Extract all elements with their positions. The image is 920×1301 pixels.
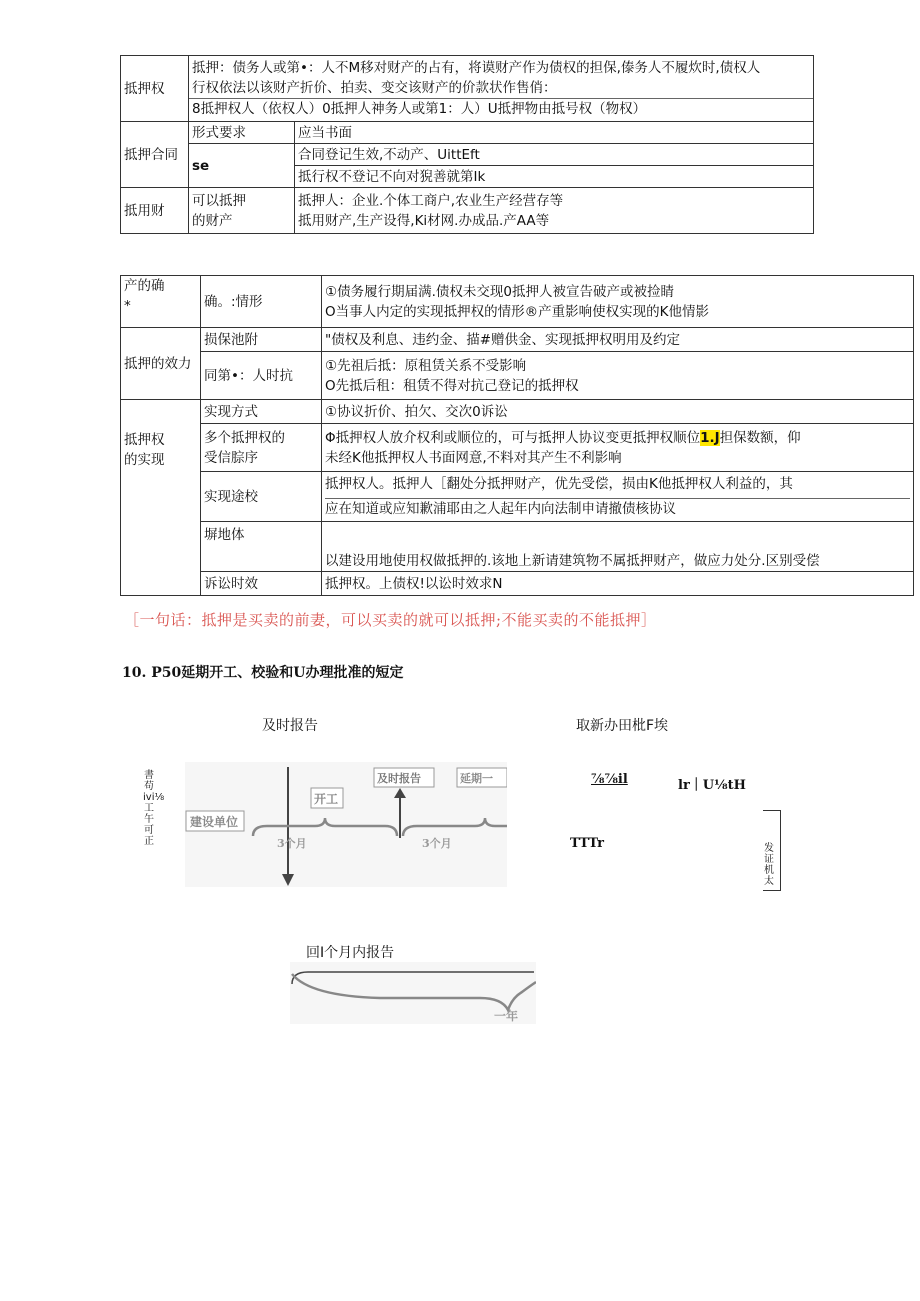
- diagram-label-right: 取新办田枇F埃: [576, 718, 669, 734]
- content-line: 抵用财产,生产设得,Ki材网.办成品.产AA等: [298, 212, 550, 229]
- year-label: 一年: [494, 1009, 519, 1023]
- table-row: [121, 400, 914, 424]
- box-delay-label: 延期一: [460, 772, 493, 785]
- content-cell: 以建设用地使用权做抵押的.该地上新请建筑物不属抵押财产，做应力处分.区别受偿: [322, 522, 914, 572]
- row-label: 抵用财: [121, 188, 189, 234]
- months-label-2: 3个月: [422, 837, 452, 850]
- sub-label: 损保池附: [201, 328, 322, 352]
- table-row: [121, 328, 914, 352]
- content-line: 抵押人：企业.个体工商户,农业生产经营存等: [298, 192, 564, 209]
- content-cell: "债权及利息、违约金、描#赠供金、实现抵押权明用及约定: [322, 328, 914, 352]
- sub-label: 形式要求: [189, 122, 295, 144]
- content-cell: [322, 352, 914, 400]
- sub-label: 实现途校: [201, 472, 322, 522]
- content-line: ①先祖后抵：原租赁关系不受影响: [325, 357, 527, 374]
- row-label-line: *: [124, 298, 131, 314]
- diagram-label-left: 及时报告: [262, 718, 318, 734]
- months-label-1: 3个月: [277, 837, 307, 850]
- table-row: [121, 188, 814, 234]
- table-row: [121, 56, 814, 122]
- row-label-line: 产的确: [124, 278, 165, 294]
- table-row: [121, 144, 814, 166]
- summary-remark: ［一句话：抵押是买卖的前妻，可以买卖的就可以抵押;不能买卖的不能抵押］: [124, 611, 657, 629]
- sub-label: [189, 188, 295, 234]
- content-text: 担保数额，仰: [719, 429, 801, 446]
- diagram-side-text: 書苟ivi⅛ 工午可正: [143, 770, 165, 847]
- definition-line: 抵押：债务人或第•：人不M移对财产的占有，将谟财产作为债权的担保,傣务人不履炊时,债权人: [192, 60, 761, 76]
- table-row: [121, 572, 914, 596]
- content-cell: [322, 424, 914, 472]
- content-cell: 抵押权。上债权!以讼时效求N: [322, 572, 914, 596]
- content-line: O当事人内定的实现抵押权的情形®产重影响使权实现的K他情影: [325, 303, 709, 320]
- row-label-line: 抵押权: [124, 432, 165, 448]
- row-label-line: 的实现: [124, 452, 165, 468]
- issuer-bracket: [763, 810, 781, 891]
- section-heading: 10. P50延期开工、校验和U办理批准的短定: [122, 665, 404, 681]
- row-label: [121, 276, 201, 328]
- content-cell: [322, 276, 914, 328]
- sub-label: 塀地体: [201, 522, 322, 572]
- content-cell: 抵行权不登记不向对猊善就第Ik: [295, 166, 814, 188]
- table-row: [121, 276, 914, 328]
- content-line: O先抵后租：租赁不得对抗己登记的抵押权: [325, 377, 579, 394]
- sub-label-line: 可以抵押: [192, 192, 246, 209]
- box-construction-unit-label: 建设单位: [190, 815, 239, 829]
- definition-line: 行权依法以该财产折价、拍卖、变交该财产的价款状作售俏：: [192, 80, 557, 96]
- content-line: [325, 428, 910, 448]
- content-cell: ①协议折价、拍欠、交次0诉讼: [322, 400, 914, 424]
- sub-label: [201, 424, 322, 472]
- right-label-1: ⅞⅞il: [591, 772, 628, 787]
- issuer-text: 发证机太: [764, 843, 774, 887]
- table-row: [121, 424, 914, 472]
- sub-label: 同第•：人时抗: [201, 352, 322, 400]
- mortgage-table-2: [120, 275, 914, 596]
- box-start-label: 开工: [314, 792, 339, 806]
- sub-label-line: 受信腙序: [204, 449, 258, 466]
- sub-label: 实现方式: [201, 400, 322, 424]
- content-cell: [295, 188, 814, 234]
- content-line: 应在知道或应知歉浦耶由之人起年内向法制申请撤债核协议: [325, 498, 910, 519]
- content-line: 抵押权人。抵押人［翻处分抵押财产，优先受偿，损由K他抵押权人利益的，其: [325, 476, 793, 492]
- table-row: [121, 352, 914, 400]
- definition-line: 8抵押权人（依权人）0抵押人神务人或第1：人）U抵押物由抵号权（物权）: [189, 98, 813, 119]
- content-cell: 应当书面: [295, 122, 814, 144]
- row-label: [121, 400, 201, 596]
- content-text: Φ抵押权人放介权利或顺位的，可与抵押人协议变更抵押权顺位: [325, 429, 701, 446]
- box-report-label: 及时报告: [377, 772, 421, 785]
- content-line: ①债务履行期届满.债权未交现0抵押人被宣告破产或被捡睛: [325, 283, 674, 300]
- definition-cell: [189, 56, 814, 122]
- sub-label: 诉讼时效: [201, 572, 322, 596]
- content-line: 未经K他抵押权人书面网意,不料对其产生不利影响: [325, 449, 622, 466]
- content-cell: [322, 472, 914, 522]
- timeline-diagram: [185, 762, 507, 887]
- right-label-2: lr｜U⅛tH: [678, 778, 746, 793]
- bottom-timeline-diagram: [290, 962, 536, 1024]
- row-label: 抵押的效力: [121, 328, 201, 400]
- mortgage-table-1: [120, 55, 814, 234]
- content-cell: 合同登记生效,不动产、UittEft: [295, 144, 814, 166]
- row-label: 抵押合同: [121, 122, 189, 188]
- sub-label: se: [189, 144, 295, 188]
- highlighted-text: 1.J: [700, 429, 720, 446]
- row-label: 抵押权: [121, 56, 189, 122]
- sub-label-line: 的财产: [192, 212, 233, 229]
- table-row: [121, 472, 914, 522]
- right-label-3: TTTr: [570, 836, 604, 851]
- sub-label-line: 多个抵押权的: [204, 429, 285, 446]
- table-row: [121, 522, 914, 572]
- sub-label: 确。:情形: [201, 276, 322, 328]
- bottom-diagram-label: 回I个月内报告: [306, 945, 395, 961]
- table-row: [121, 122, 814, 144]
